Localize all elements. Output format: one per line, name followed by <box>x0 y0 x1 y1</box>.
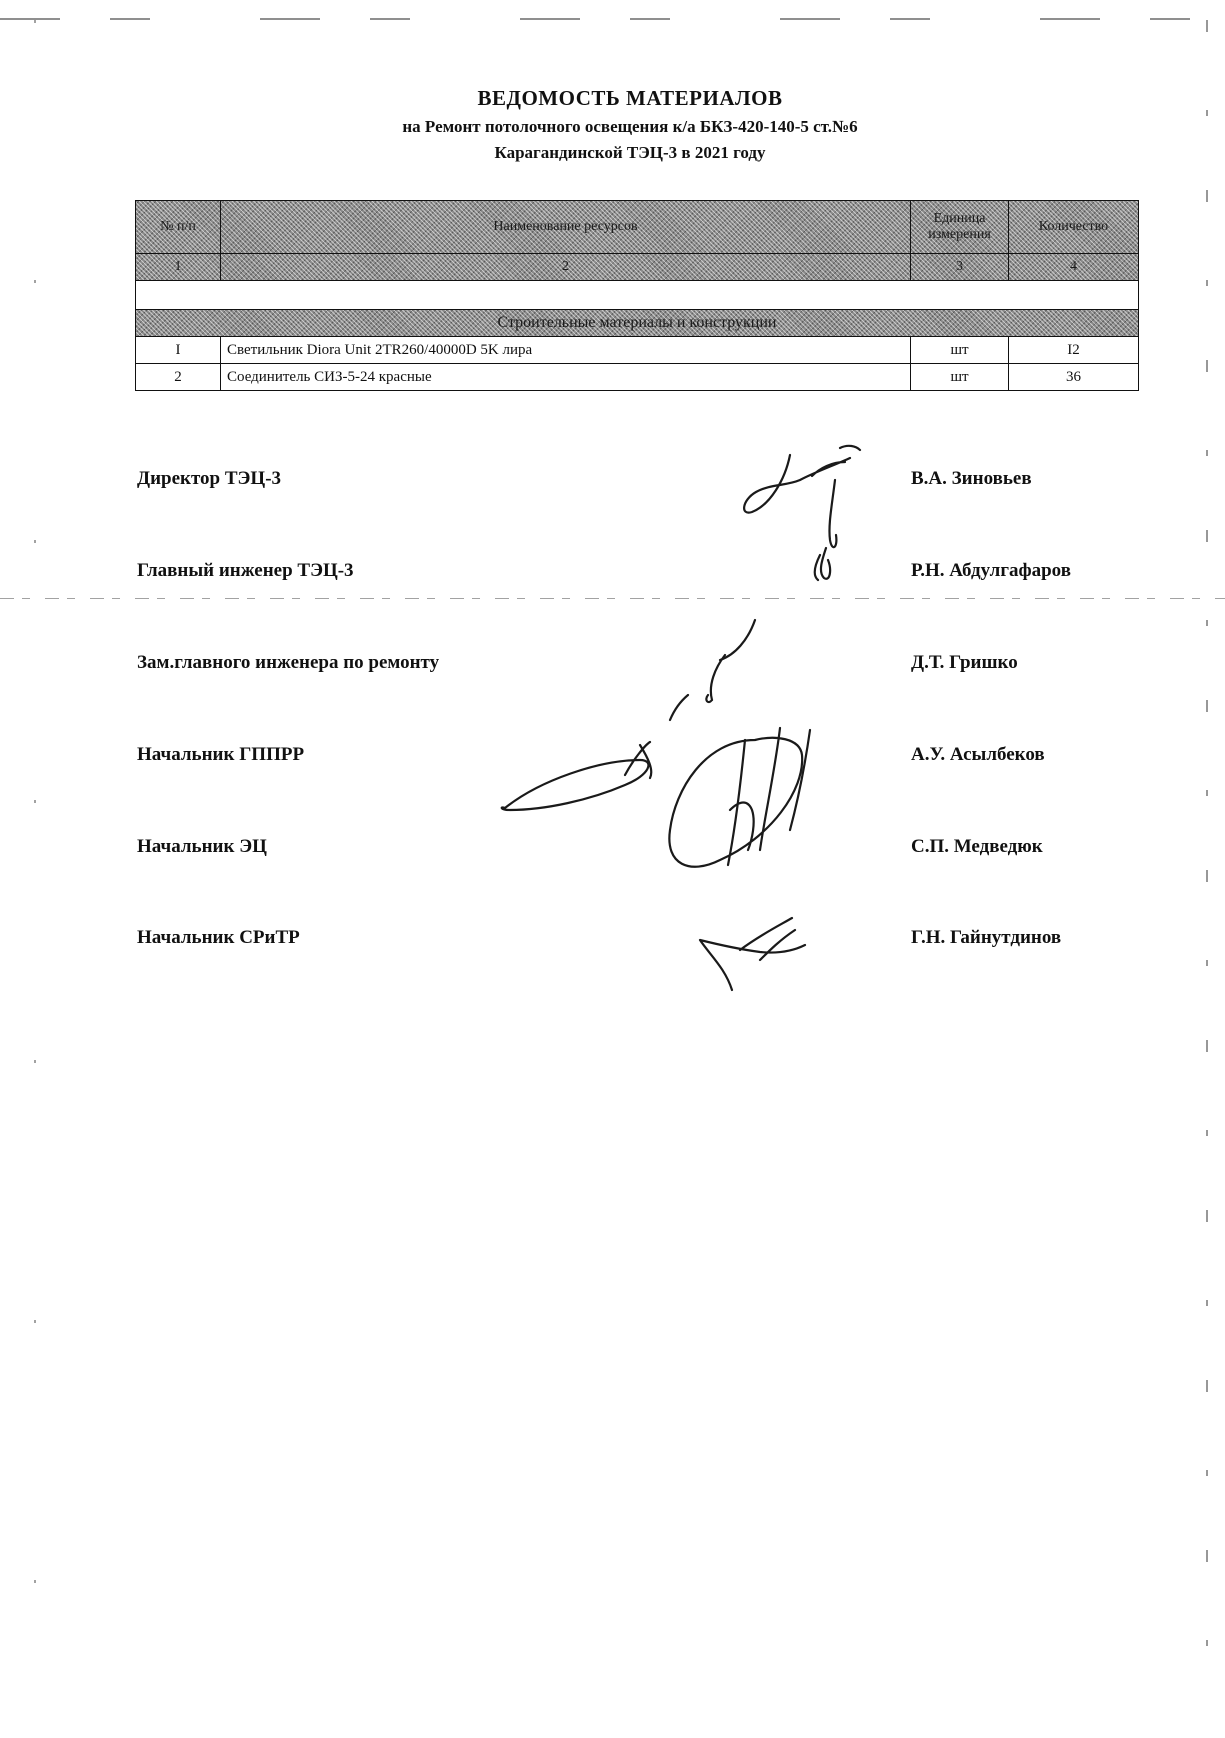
signatory-position: Зам.главного инженера по ремонту <box>137 652 440 673</box>
empty-row <box>136 281 1139 310</box>
row-unit: шт <box>911 337 1009 364</box>
row-name: Светильник Diora Unit 2TR260/40000D 5K лира <box>221 337 911 364</box>
title-block <box>0 86 1225 169</box>
header-name: Наименование ресурсов <box>221 201 911 254</box>
document-subtitle-line2: Карагандинской ТЭЦ-3 в 2021 году <box>494 143 766 162</box>
column-index: 4 <box>1009 254 1139 281</box>
signatory-row <box>0 652 1225 682</box>
scan-edge-top <box>0 18 1225 20</box>
signatory-position: Начальник ЭЦ <box>137 836 267 857</box>
table-header-row <box>136 201 1139 254</box>
materials-table <box>135 200 1139 391</box>
column-index: 1 <box>136 254 221 281</box>
signatory-position: Начальник СРиТР <box>137 927 300 948</box>
row-name: Соединитель СИЗ-5-24 красные <box>221 364 911 391</box>
signatory-name: Р.Н. Абдулгафаров <box>911 560 1071 581</box>
header-unit: Единица измерения <box>911 201 1009 254</box>
table-row <box>136 337 1139 364</box>
scan-fold-line <box>0 598 1225 599</box>
signatory-row <box>0 560 1225 590</box>
column-index: 2 <box>221 254 911 281</box>
signatory-position: Главный инженер ТЭЦ-3 <box>137 560 354 581</box>
signatory-position: Начальник ГППРР <box>137 744 305 765</box>
signatory-row <box>0 468 1225 498</box>
document-title: ВЕДОМОСТЬ МАТЕРИАЛОВ <box>477 86 783 110</box>
signatory-row <box>0 927 1225 957</box>
row-num: 2 <box>136 364 221 391</box>
signatory-name: А.У. Асылбеков <box>911 744 1045 765</box>
table-row <box>136 364 1139 391</box>
signatory-position: Директор ТЭЦ-3 <box>137 468 282 489</box>
row-num: I <box>136 337 221 364</box>
signatory-row <box>0 836 1225 866</box>
header-num: № п/п <box>136 201 221 254</box>
scan-edge-left <box>34 20 36 1720</box>
section-row <box>136 310 1139 337</box>
signatory-name: С.П. Медведюк <box>911 836 1043 857</box>
section-title: Строительные материалы и конструкции <box>136 310 1139 337</box>
signatory-name: В.А. Зиновьев <box>911 468 1032 489</box>
row-unit: шт <box>911 364 1009 391</box>
document-subtitle-line1: на Ремонт потолочного освещения к/а БКЗ-420-140-5 ст.№6 <box>402 117 858 136</box>
signatory-name: Д.Т. Гришко <box>911 652 1018 673</box>
row-qty: 36 <box>1009 364 1139 391</box>
signatory-name: Г.Н. Гайнутдинов <box>911 927 1062 948</box>
column-index: 3 <box>911 254 1009 281</box>
scan-edge-right <box>1206 20 1208 1720</box>
row-qty: I2 <box>1009 337 1139 364</box>
empty-cell <box>136 281 1139 310</box>
column-index-row <box>136 254 1139 281</box>
header-qty: Количество <box>1009 201 1139 254</box>
signatory-row <box>0 744 1225 774</box>
